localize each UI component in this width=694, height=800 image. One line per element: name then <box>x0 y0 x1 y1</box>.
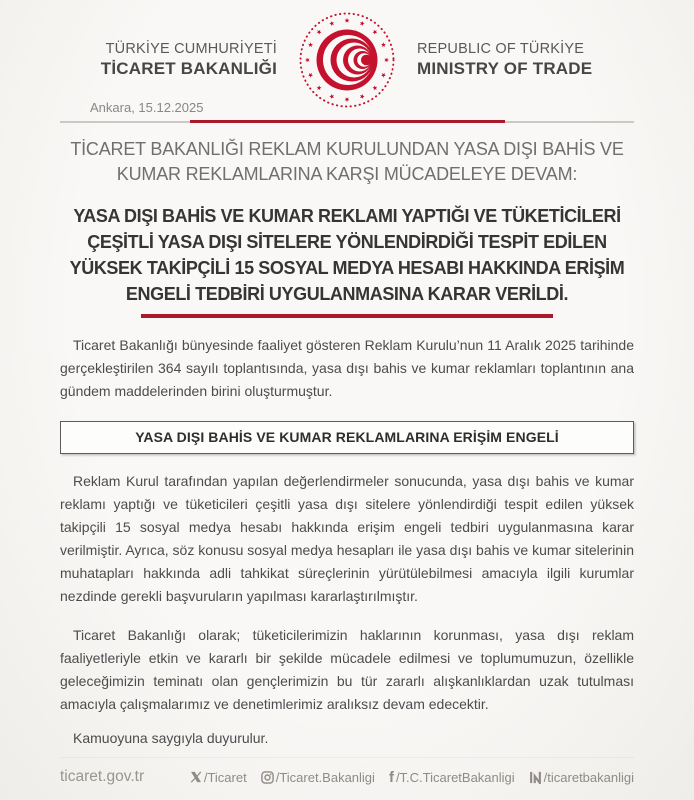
page-title: TİCARET BAKANLIĞI REKLAM KURULUNDAN YASA DIŞI BAHİS VE KUMAR REKLAMLARINA KARŞI MÜCADELEYE DEVAM: <box>70 139 624 184</box>
divider-red-segment <box>190 120 505 123</box>
org-en-line2: MINISTRY OF TRADE <box>417 59 593 79</box>
nsosyal-icon <box>529 771 542 784</box>
section-heading-box <box>60 421 634 454</box>
footer <box>60 757 634 786</box>
header <box>0 0 694 110</box>
paragraph-2: Reklam Kurul tarafından yapılan değerlendirmeler sonucunda, yasa dışı bahis ve kumar reklamı yaptığı ve tüketicileri çeşitli yasa dışı sitelere yönlendirdiği tespit edilen yüksek takipçili 15 sosyal medya hesabı hakkında erişim engeli tedbiri uygulanmasına karar verilmiştir. Ayrıca, söz konusu sosyal medya hesapları ile yasa dışı bahis ve kumar sitelerinin muhatapları hakkında adli tahkikat süreçlerinin yürütülebilmesi amacıyla ilgili kurumlar nezdinde gerekli başvuruların yapılması kararlaştırılmıştır. <box>60 473 634 604</box>
x-icon <box>190 771 202 783</box>
website-link[interactable]: ticaret.gov.tr <box>60 768 145 785</box>
social-link-instagram[interactable] <box>261 770 375 785</box>
ministry-of-trade-emblem-icon <box>297 10 397 110</box>
headline: YASA DIŞI BAHİS VE KUMAR REKLAMI YAPTIĞI VE TÜKETİCİLERİ ÇEŞİTLİ YASA DIŞI SİTELERE YÖNLENDİRDİĞİ TESPİT EDİLEN YÜKSEK TAKİPÇİLİ 15 SOSYAL MEDYA HESABI HAKKINDA ERİŞİM ENGELİ TEDBİRİ UYGULANMASINA KARAR VERİLDİ. <box>69 206 625 304</box>
header-divider <box>60 120 634 123</box>
paragraph-1: Ticaret Bakanlığı bünyesinde faaliyet gösteren Reklam Kurulu’nun 11 Aralık 2025 tarihinde gerçekleştirilen 364 sayılı toplantısında, yasa dışı bahis ve kumar reklamları toplantının ana gündem maddelerinden birini oluşturmuştur. <box>60 337 634 399</box>
social-link-x[interactable] <box>190 770 247 785</box>
dateline: Ankara, 15.12.2025 <box>90 100 204 115</box>
social-handle: /Ticaret.Bakanligi <box>275 769 375 785</box>
org-name-english <box>417 40 595 79</box>
social-handle: /ticaretbakanligi <box>543 769 634 785</box>
social-handle: /Ticaret <box>203 769 247 785</box>
org-en-line1: REPUBLIC OF TÜRKİYE <box>417 41 585 58</box>
social-handle: /T.C.TicaretBakanligi <box>395 769 515 785</box>
headline-underline <box>141 314 553 318</box>
org-tr-line1: TÜRKİYE CUMHURİYETİ <box>105 41 277 58</box>
paragraph-3: Ticaret Bakanlığı olarak; tüketicilerimizin haklarının korunması, yasa dışı reklam faaliyetleriyle etkin ve kararlı bir şekilde mücadele edilmesi ve toplumumuzun, özellikle geleceğimizin teminatı olan gençlerimizin bu tür zararlı alışkanlıklardan uzak tutulması amacıyla çalışmalarımız ve denetimlerimiz aralıksız devam edecektir. <box>60 627 634 712</box>
section-heading-label: YASA DIŞI BAHİS VE KUMAR REKLAMLARINA ERİŞİM ENGELİ <box>135 429 559 445</box>
social-link-facebook[interactable] <box>389 770 515 785</box>
social-link-nsosyal[interactable] <box>529 770 634 785</box>
org-tr-line2: TİCARET BAKANLIĞI <box>100 59 277 79</box>
instagram-icon <box>261 771 274 784</box>
social-links <box>190 770 634 785</box>
facebook-icon: f <box>388 768 394 786</box>
org-name-turkish <box>99 40 277 79</box>
closing-line: Kamuoyuna saygıyla duyurulur. <box>73 730 269 746</box>
